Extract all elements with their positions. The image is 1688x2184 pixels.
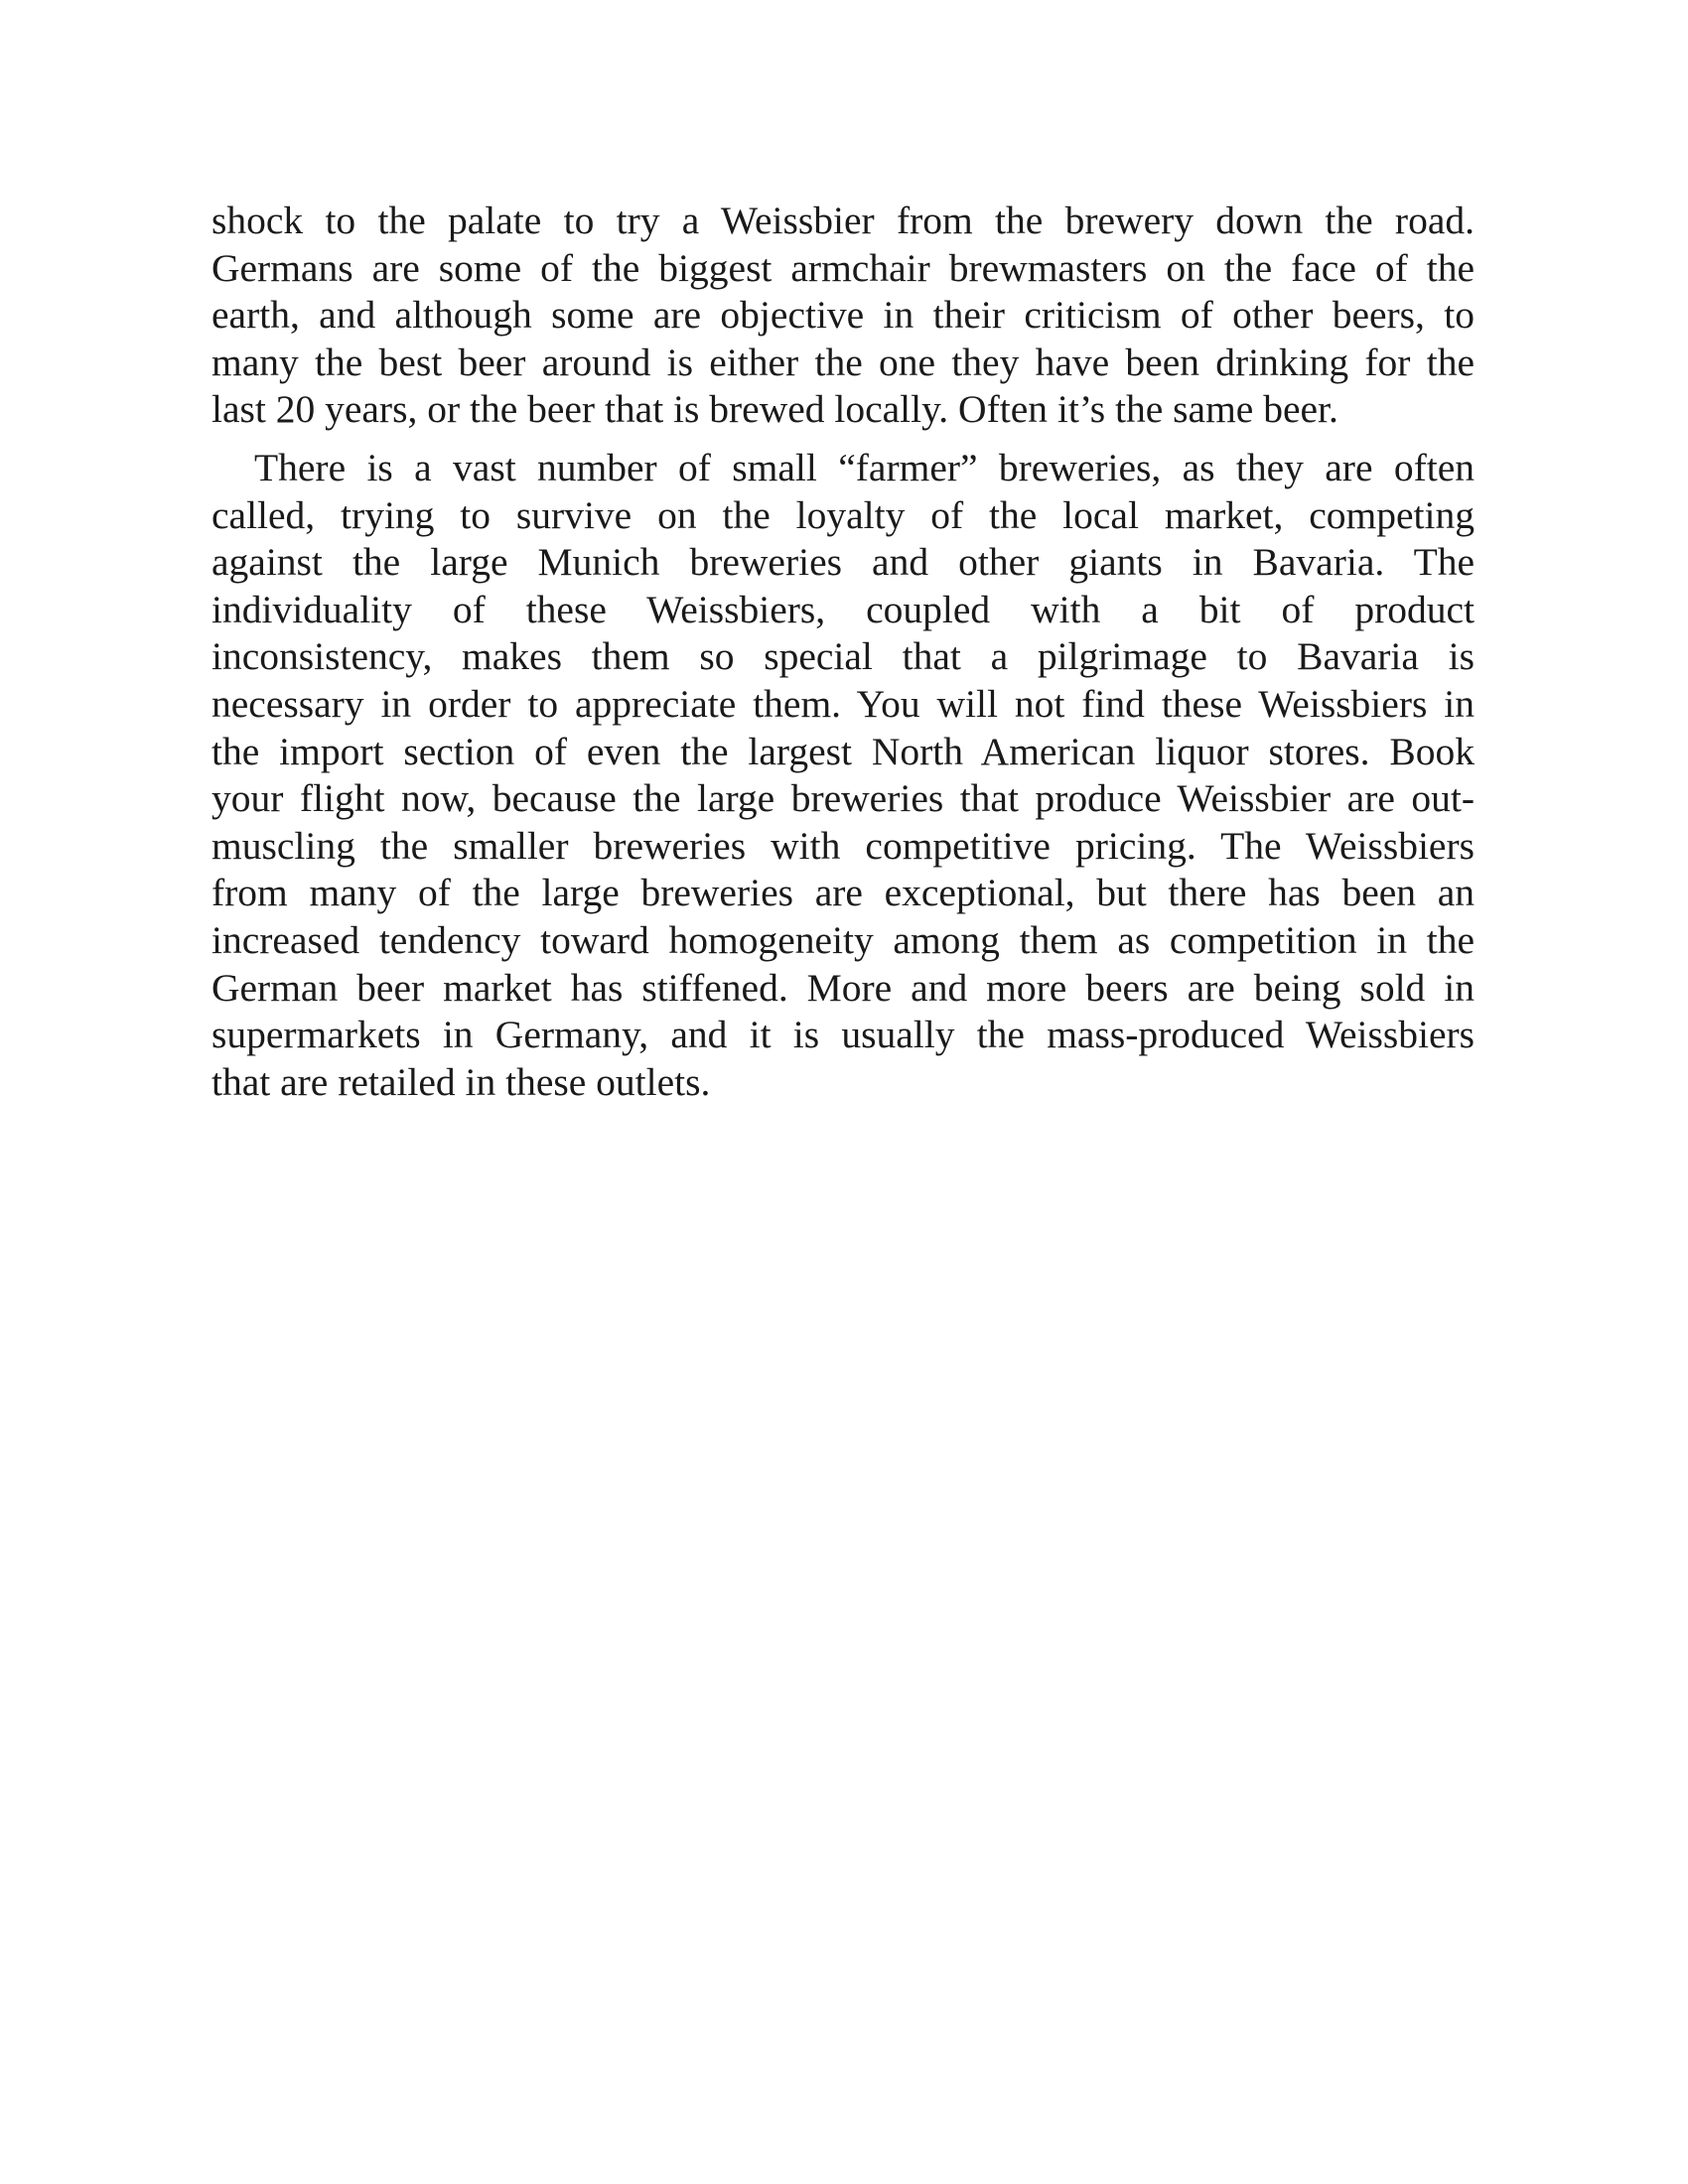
text-line: inconsistency, makes them so special that a pilgrimage to Bavaria is — [211, 634, 1475, 679]
paragraph-1 — [211, 198, 1475, 434]
text-line: earth, and although some are objective in their criticism of other beers, to — [211, 293, 1475, 338]
text-line: supermarkets in Germany, and it is usually the mass-produced Weissbiers — [211, 1013, 1475, 1057]
text-line: against the large Munich breweries and other giants in Bavaria. The — [211, 540, 1475, 585]
text-line: from many of the large breweries are exceptional, but there has been an — [211, 871, 1475, 915]
text-line: called, trying to survive on the loyalty of the local market, competing — [211, 492, 1475, 537]
text-line: many the best beer around is either the one they have been drinking for the — [211, 340, 1475, 384]
text-line: that are retailed in these outlets. — [211, 1059, 711, 1104]
text-line: your flight now, because the large breweries that produce Weissbier are out- — [211, 776, 1475, 821]
text-line: Germans are some of the biggest armchair brewmasters on the face of the — [211, 245, 1475, 290]
text-line: the import section of even the largest North American liquor stores. Book — [211, 729, 1475, 773]
text-line: muscling the smaller breweries with competitive pricing. The Weissbiers — [211, 823, 1475, 868]
body-text — [211, 198, 1475, 1106]
text-line: There is a vast number of small “farmer” breweries, as they are often — [254, 445, 1475, 489]
text-line: individuality of these Weissbiers, coupled with a bit of product — [211, 587, 1475, 631]
text-line: necessary in order to appreciate them. You will not find these Weissbiers in — [211, 681, 1475, 726]
text-line: last 20 years, or the beer that is brewed locally. Often it’s the same beer. — [211, 387, 1338, 432]
text-line: increased tendency toward homogeneity among them as competition in the — [211, 917, 1475, 962]
text-line: shock to the palate to try a Weissbier from the brewery down the road. — [211, 199, 1475, 242]
paragraph-2 — [211, 445, 1475, 1106]
text-line: German beer market has stiffened. More and more beers are being sold in — [211, 965, 1475, 1010]
